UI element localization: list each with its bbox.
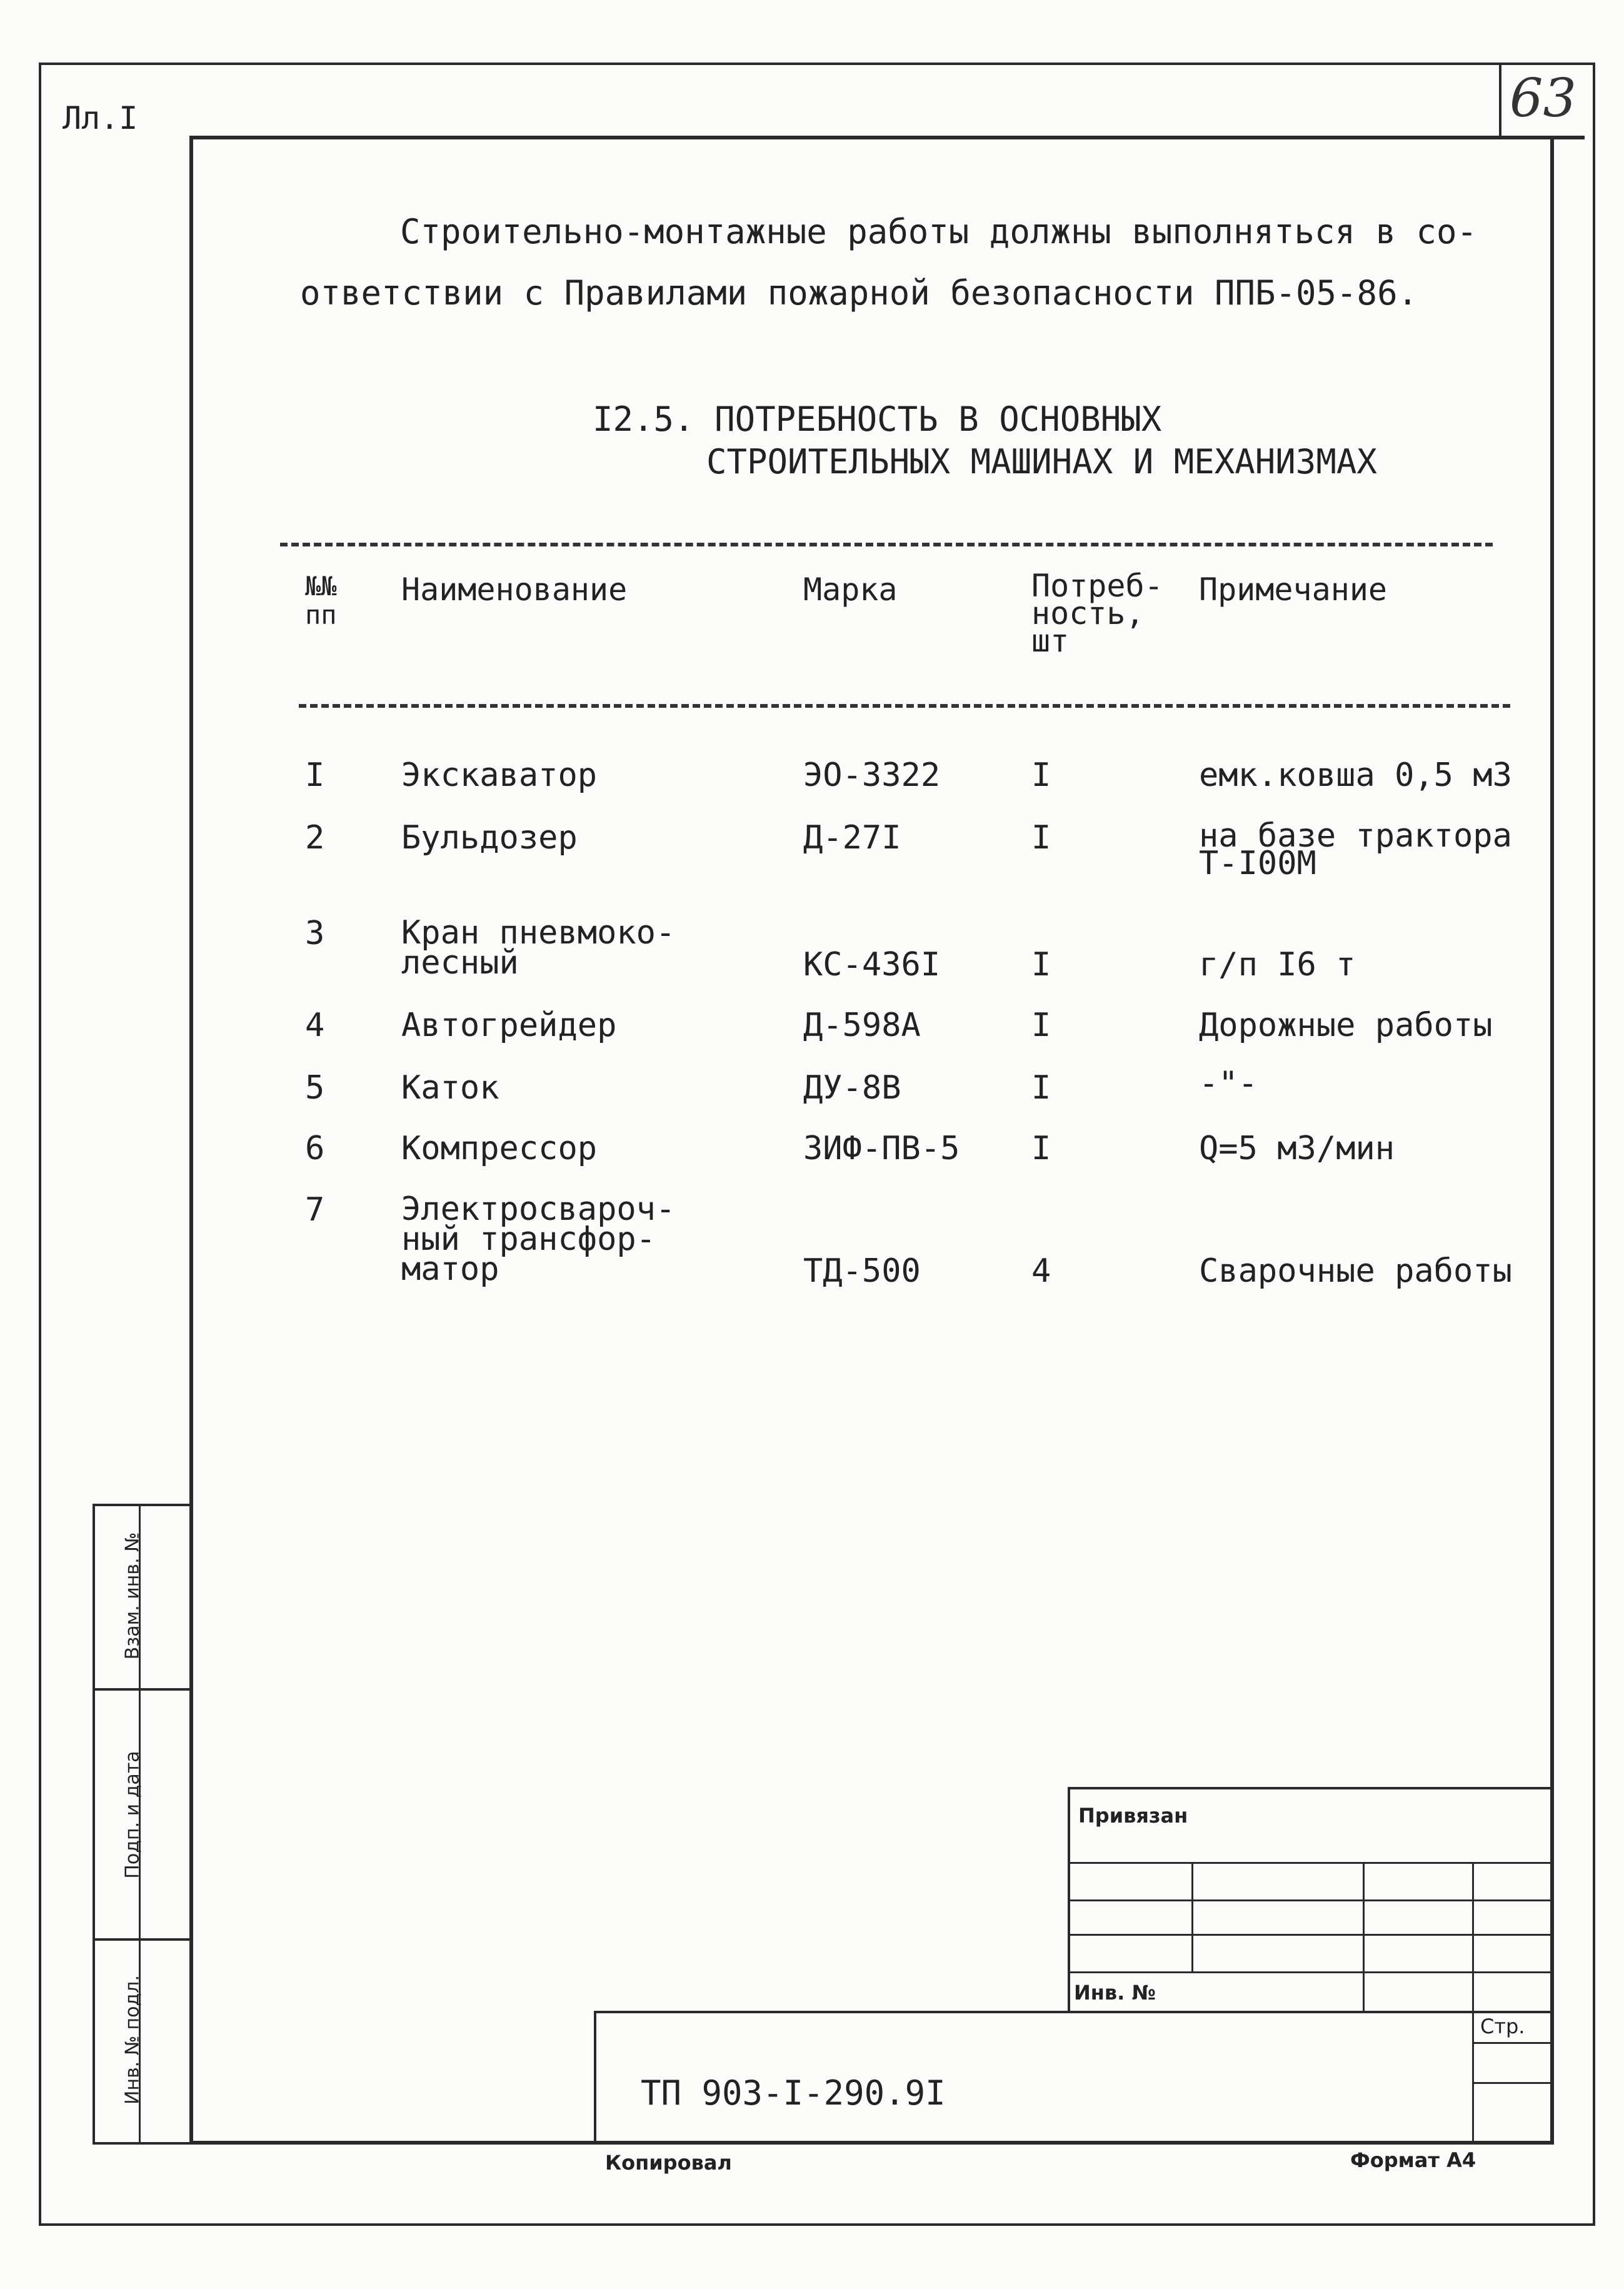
- bound-label: Привязан: [1078, 1804, 1188, 1828]
- side-stamp-label-original: Инв. № подл.: [121, 1975, 144, 2105]
- row-note: -"-: [1199, 1065, 1258, 1102]
- row-qty: I: [1031, 757, 1051, 794]
- row-qty: I: [1031, 1130, 1051, 1167]
- intro-line-1: Строительно-монтажные работы должны выполняться в со-: [400, 212, 1478, 251]
- row-brand: КС-436I: [803, 946, 941, 984]
- row-note: Сварочные работы: [1199, 1252, 1512, 1290]
- row-name: Компрессор: [401, 1130, 598, 1167]
- row-name: Бульдозер: [401, 819, 578, 857]
- table-header-rule: [299, 704, 1510, 708]
- row-note: емк.ковша 0,5 м3: [1199, 757, 1512, 794]
- inventory-label: Инв. №: [1074, 1981, 1156, 2005]
- header-qty: Потреб- ность, шт: [1031, 568, 1163, 659]
- row-qty: I: [1031, 1007, 1051, 1044]
- row-brand: Д-598А: [803, 1007, 921, 1044]
- row-brand: ЭО-3322: [803, 757, 941, 794]
- row-num: 6: [305, 1130, 325, 1167]
- row-brand: ДУ-8В: [803, 1069, 901, 1107]
- intro-line-2: ответствии с Правилами пожарной безопасности ППБ-05-86.: [300, 273, 1418, 313]
- side-stamp-label-signature: Подп. и дата: [121, 1751, 144, 1879]
- row-qty: 4: [1031, 1252, 1051, 1290]
- row-name: Каток: [401, 1069, 499, 1107]
- row-note: на базе трактора Т-I00М: [1199, 817, 1512, 882]
- page-field-label: Стр.: [1480, 2015, 1525, 2038]
- row-num: 2: [305, 819, 325, 857]
- row-note: Q=5 м3/мин: [1199, 1130, 1395, 1167]
- header-name: Наименование: [401, 571, 628, 608]
- row-qty: I: [1031, 1069, 1051, 1107]
- header-brand: Марка: [803, 571, 898, 608]
- row-qty: I: [1031, 946, 1051, 984]
- header-num: №№ пп: [305, 571, 337, 630]
- row-num: 3: [305, 915, 325, 952]
- table-top-rule: [280, 543, 1493, 546]
- row-brand: Д-27I: [803, 819, 901, 857]
- row-qty: I: [1031, 819, 1051, 857]
- side-stamp-label-replace: Взам. инв. №: [121, 1532, 144, 1660]
- row-note: г/п I6 т: [1199, 946, 1356, 984]
- row-num: 5: [305, 1069, 325, 1107]
- row-brand: ЗИФ-ПВ-5: [803, 1130, 960, 1167]
- format-label: Формат А4: [1350, 2148, 1476, 2172]
- row-note: Дорожные работы: [1199, 1007, 1493, 1044]
- document-code: ТП 903-I-290.9I: [641, 2073, 946, 2113]
- row-name: Экскаватор: [401, 757, 598, 794]
- section-title-line-2: СТРОИТЕЛЬНЫХ МАШИНАХ И МЕХАНИЗМАХ: [706, 442, 1377, 481]
- row-name: Кран пневмоко- лесный: [401, 914, 676, 982]
- row-brand: ТД-500: [803, 1252, 921, 1290]
- sheet-label: Лл.I: [63, 100, 138, 136]
- row-name: Электросвароч- ный трансфор- матор: [401, 1190, 676, 1288]
- page-number: 63: [1510, 68, 1576, 129]
- header-note: Примечание: [1199, 571, 1388, 608]
- section-title-line-1: I2.5. ПОТРЕБНОСТЬ В ОСНОВНЫХ: [593, 400, 1162, 439]
- row-name: Автогрейдер: [401, 1007, 617, 1044]
- row-num: 7: [305, 1191, 325, 1229]
- row-num: I: [305, 757, 325, 794]
- copied-by-label: Копировал: [605, 2151, 732, 2175]
- row-num: 4: [305, 1007, 325, 1044]
